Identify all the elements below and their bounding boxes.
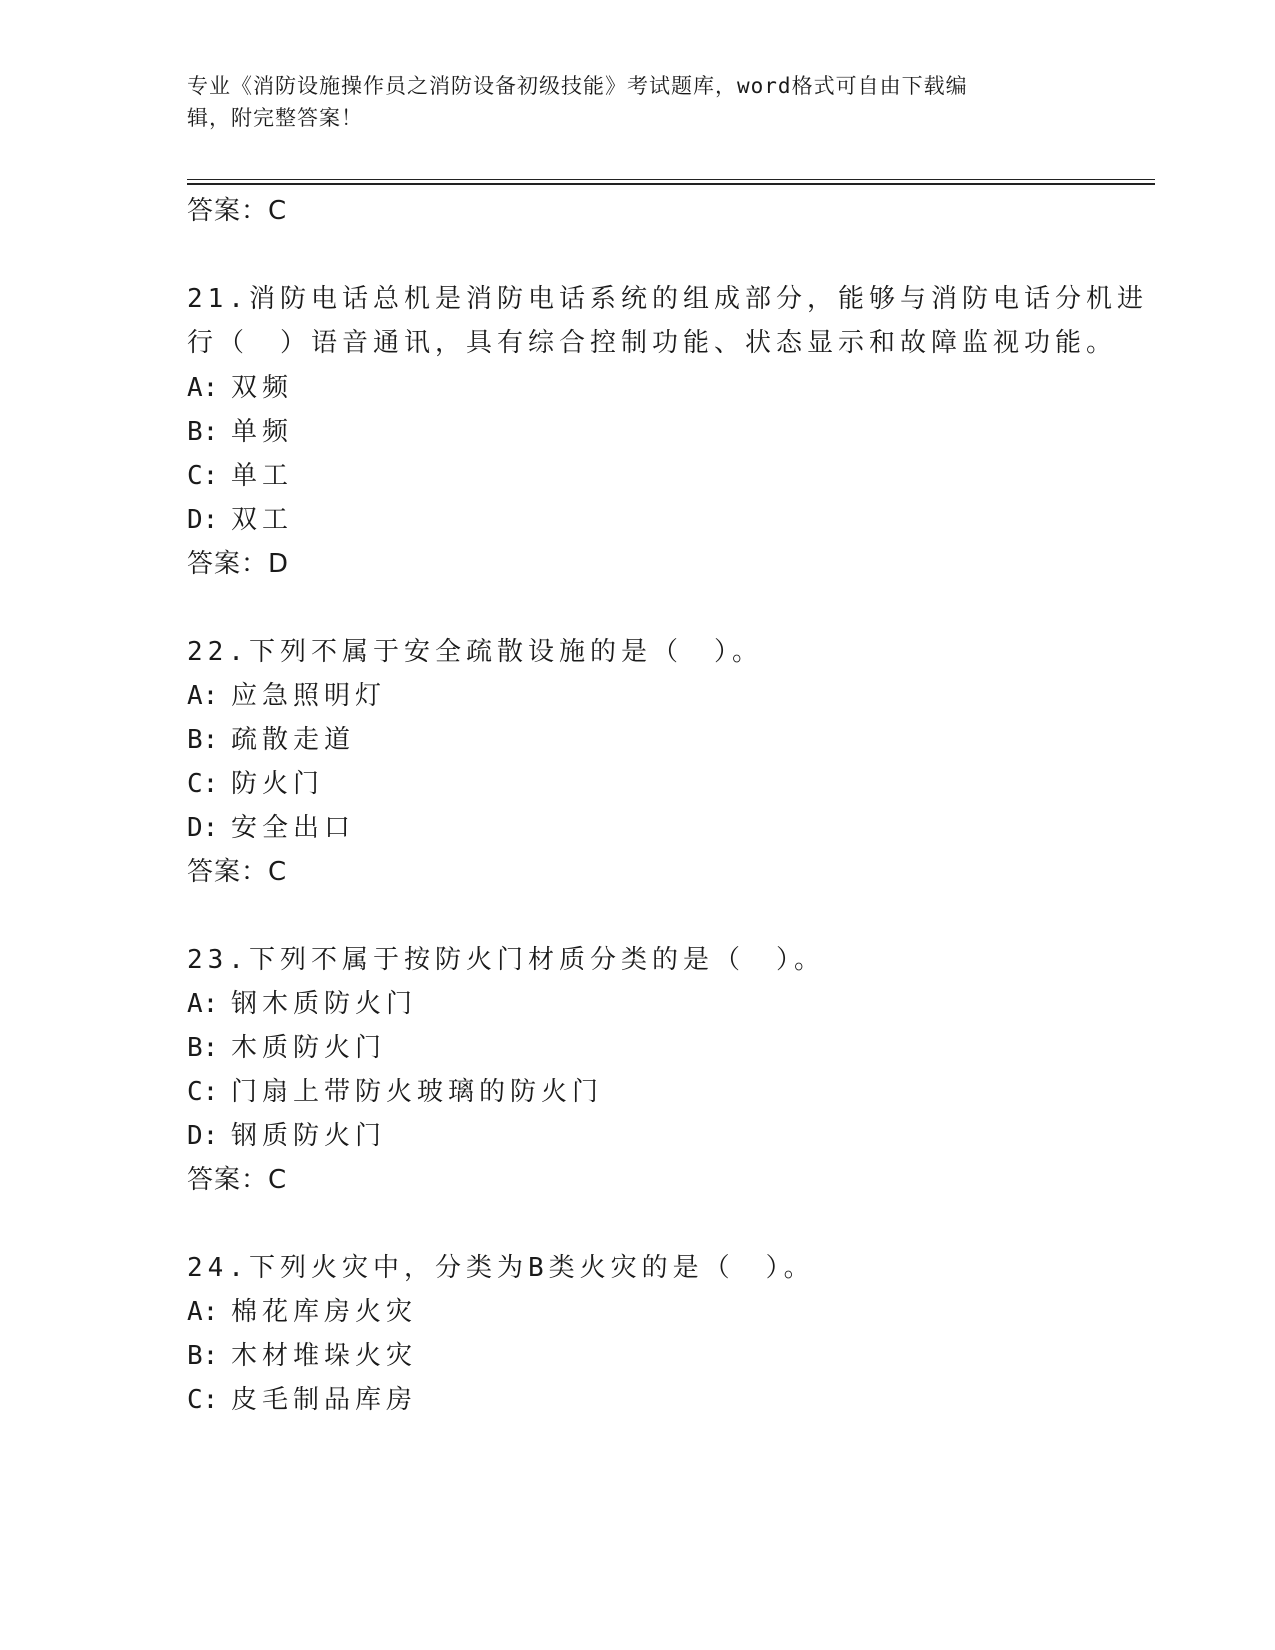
question-21-option-a [187, 367, 293, 404]
question-22-option-a [187, 675, 386, 712]
header-line-2: 辑，附完整答案！ [187, 106, 363, 130]
question-21-answer: 答案：D [187, 549, 290, 579]
question-21-option-c [187, 455, 293, 492]
option-text: 棉花库房火灾 [231, 1297, 418, 1327]
question-22-option-c [187, 763, 324, 800]
option-key: C: [187, 769, 219, 799]
question-22-answer: 答案：C [187, 857, 288, 887]
option-text: 钢质防火门 [231, 1121, 387, 1151]
option-key: A: [187, 373, 219, 403]
option-key: A: [187, 989, 219, 1019]
option-text: 木质防火门 [231, 1033, 387, 1063]
question-23-stem: 23.下列不属于按防火门材质分类的是（ ）。 [187, 945, 825, 975]
question-21-option-b [187, 411, 293, 448]
option-key: A: [187, 681, 219, 711]
option-text: 疏散走道 [231, 725, 356, 755]
option-text: 应急照明灯 [231, 681, 387, 711]
option-text: 单工 [231, 461, 294, 491]
option-text: 木材堆垛火灾 [231, 1341, 418, 1371]
option-key: C: [187, 461, 219, 491]
option-text: 防火门 [231, 769, 325, 799]
option-text: 单频 [231, 417, 294, 447]
option-text: 双频 [231, 373, 294, 403]
option-key: C: [187, 1385, 219, 1415]
question-24-option-c [187, 1379, 417, 1416]
option-text: 安全出口 [231, 813, 356, 843]
question-23-option-c [187, 1071, 603, 1108]
question-23-option-d [187, 1115, 386, 1152]
question-24-option-a [187, 1291, 417, 1328]
option-key: D: [187, 505, 219, 535]
document-header [187, 70, 1067, 134]
option-key: D: [187, 813, 219, 843]
option-key: B: [187, 1341, 219, 1371]
header-line-1: 专业《消防设施操作员之消防设备初级技能》考试题库，word格式可自由下载编 [187, 74, 968, 98]
question-23-answer: 答案：C [187, 1165, 288, 1195]
header-divider-thick [187, 183, 1155, 185]
question-21-option-d [187, 499, 293, 536]
option-key: D: [187, 1121, 219, 1151]
option-key: C: [187, 1077, 219, 1107]
question-24-option-b [187, 1335, 417, 1372]
question-22-option-d [187, 807, 355, 844]
question-22-option-b [187, 719, 355, 756]
header-divider-thin [187, 179, 1155, 180]
option-text: 双工 [231, 505, 294, 535]
option-key: A: [187, 1297, 219, 1327]
question-23-option-b [187, 1027, 386, 1064]
question-22-stem: 22.下列不属于安全疏散设施的是（ ）。 [187, 637, 763, 667]
option-text: 门扇上带防火玻璃的防火门 [231, 1077, 604, 1107]
question-24-stem: 24.下列火灾中，分类为B类火灾的是（ ）。 [187, 1253, 815, 1283]
option-text: 钢木质防火门 [231, 989, 418, 1019]
previous-answer: 答案：C [187, 196, 288, 226]
option-key: B: [187, 417, 219, 447]
question-23-option-a [187, 983, 417, 1020]
option-text: 皮毛制品库房 [231, 1385, 418, 1415]
option-key: B: [187, 1033, 219, 1063]
question-21-stem-line-1: 21.消防电话总机是消防电话系统的组成部分，能够与消防电话分机进 [187, 284, 1148, 314]
question-21-stem-line-2: 行（ ）语音通讯，具有综合控制功能、状态显示和故障监视功能。 [187, 328, 1118, 358]
option-key: B: [187, 725, 219, 755]
